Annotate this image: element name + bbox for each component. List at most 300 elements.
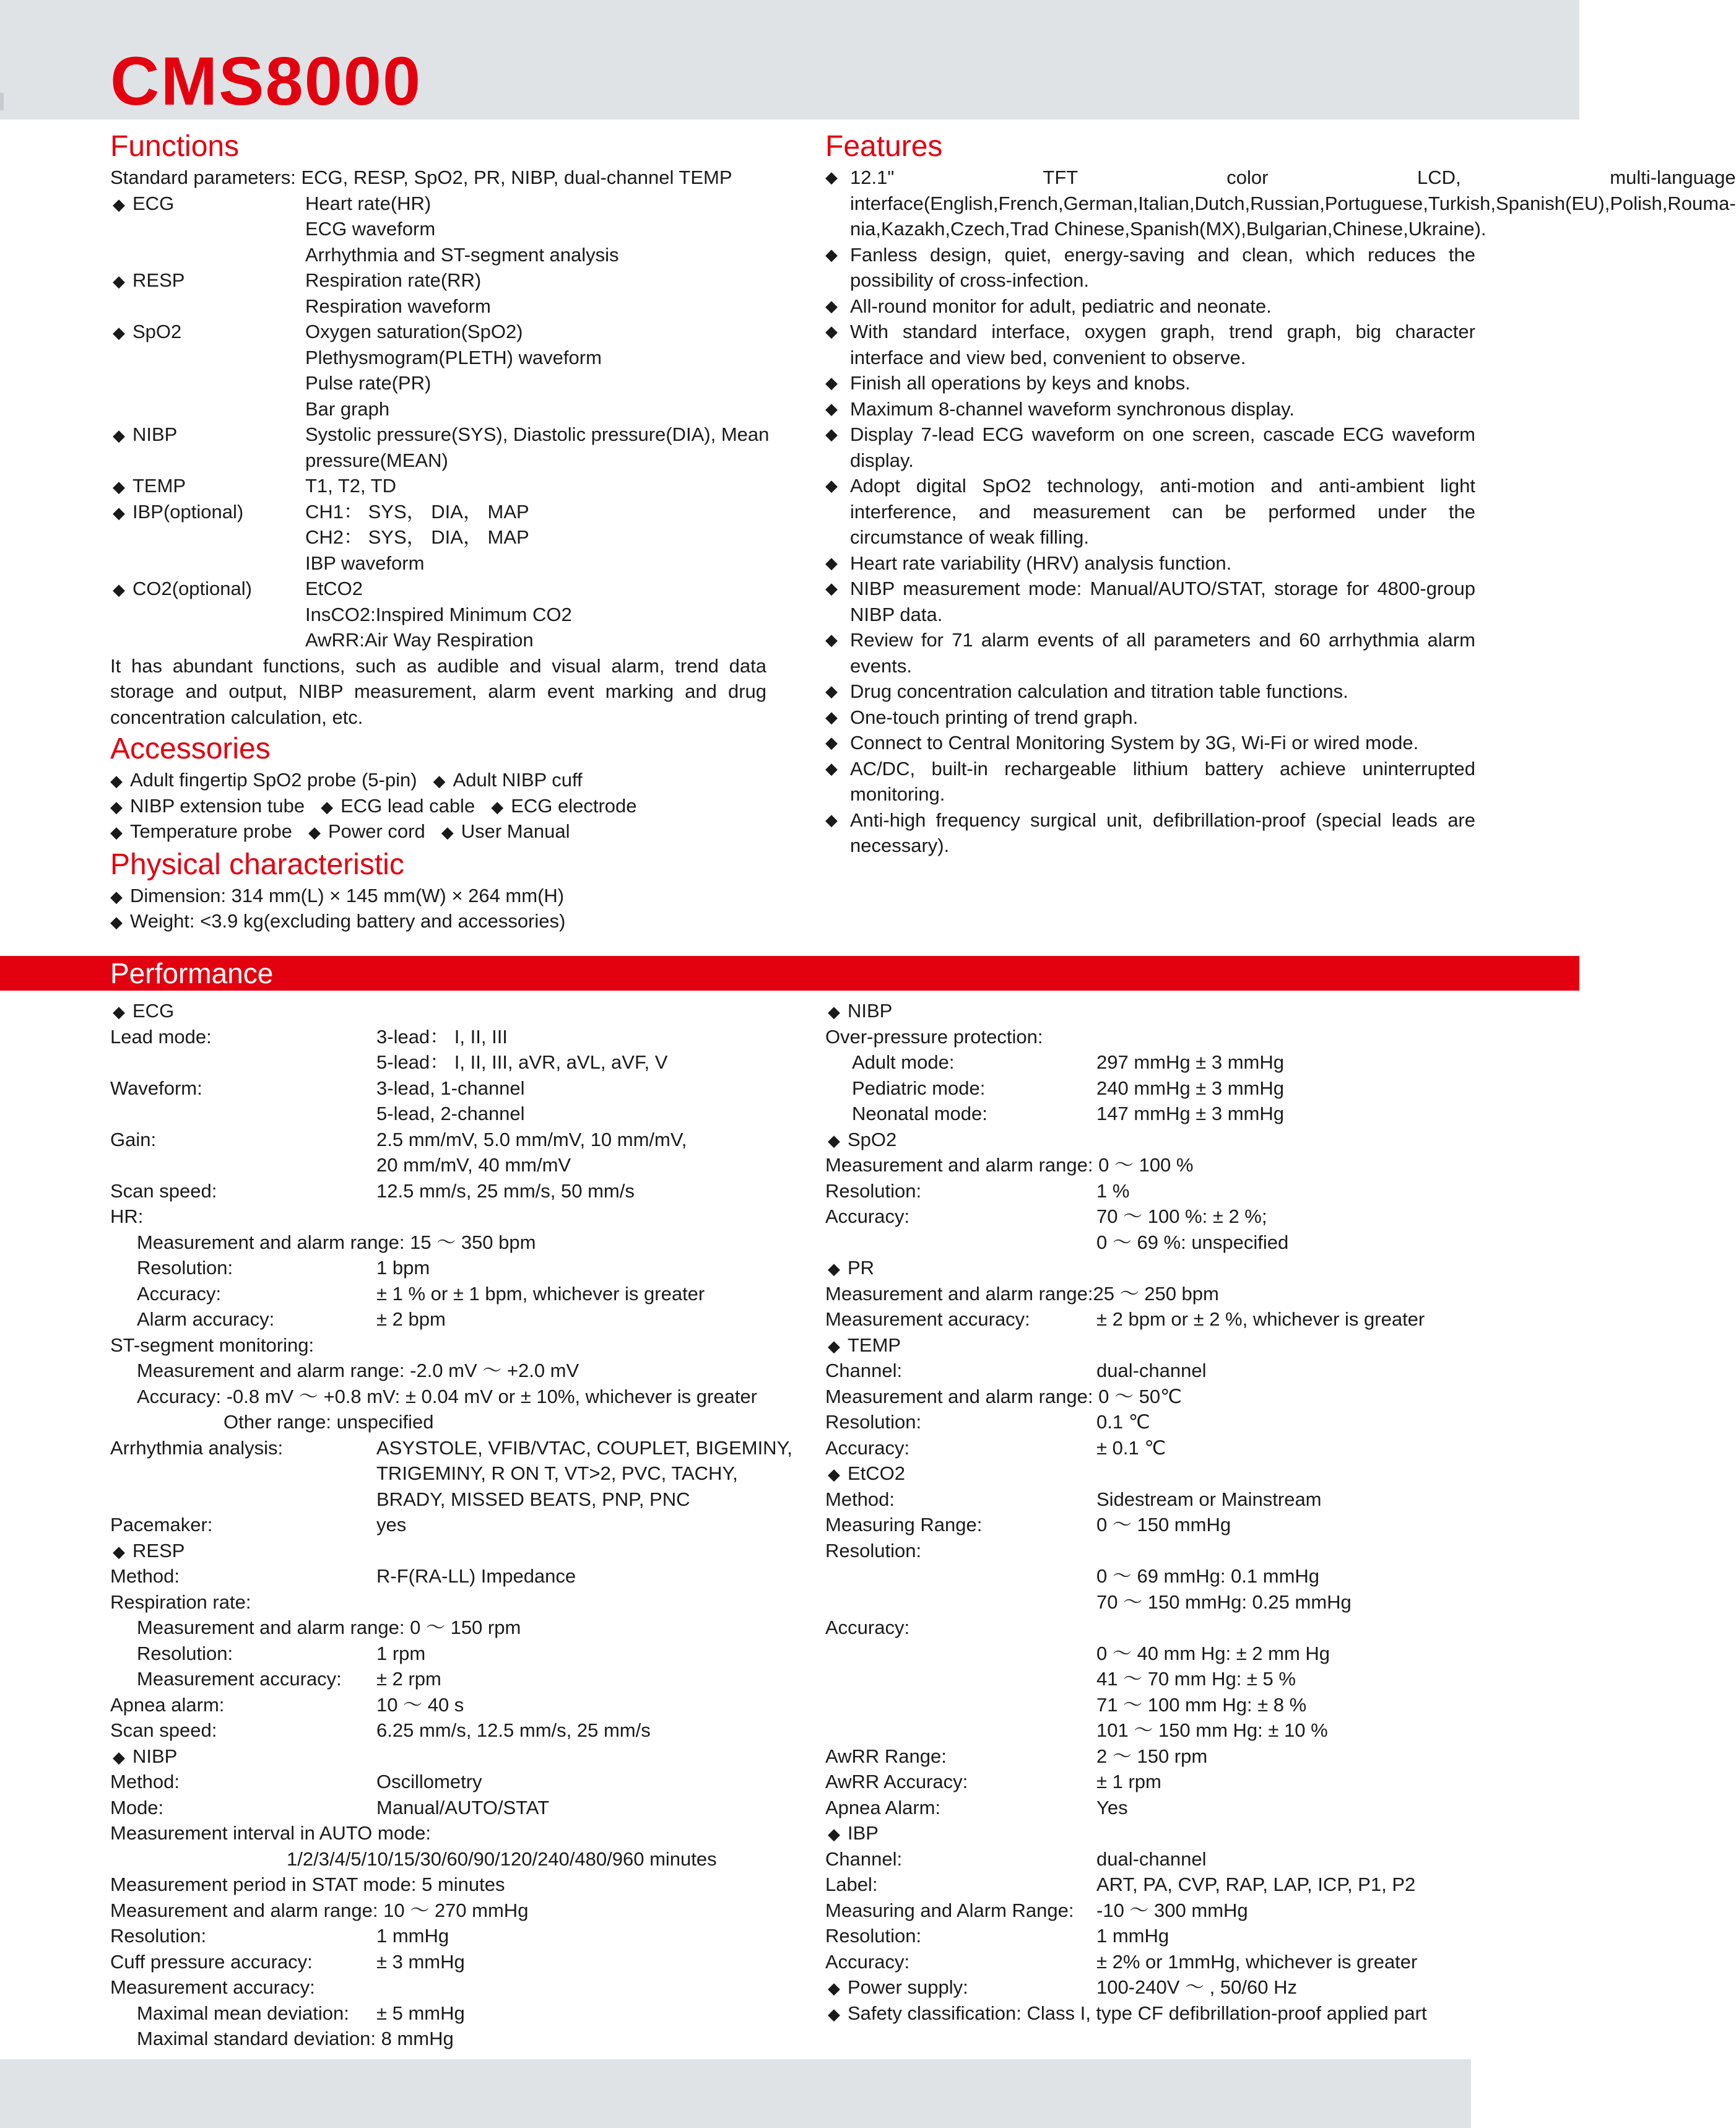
spec-row [825,998,1475,1024]
spec-value: 1 mmHg [1096,1925,1170,1947]
accessory-item: ◆ User Manual [441,820,570,842]
spec-row [825,1332,1475,1358]
diamond-icon: ◆ [825,245,838,264]
function-row [110,345,766,371]
function-item: IBP waveform [305,552,425,574]
spec-text: Measurement and alarm range: 10 ～ 270 mmHg [110,1899,529,1921]
function-row [110,499,766,525]
function-row [110,191,766,217]
spec-value: 100-240V ～ , 50/60 Hz [1096,1976,1297,1998]
spec-row [825,1281,1475,1307]
spec-text: Measurement and alarm range:25 ～ 250 bpm [825,1282,1219,1305]
spec-value: 70 ～ 150 mmHg: 0.25 mmHg [1096,1591,1352,1613]
spec-text: Measurement period in STAT mode: 5 minutes [110,1874,505,1895]
spec-label: Resolution: [825,1411,922,1433]
spec-row [825,1974,1475,2000]
spec-label: ST-segment monitoring: [110,1334,315,1356]
spec-row [825,1049,1475,1075]
spec-value: ASYSTOLE, VFIB/VTAC, COUPLET, BIGEMINY, [376,1436,792,1459]
spec-row [110,1255,766,1281]
spec-value: -10 ～ 300 mmHg [1096,1899,1248,1921]
spec-value: dual-channel [1096,1360,1207,1381]
spec-row [110,1718,766,1744]
accessory-item: ◆ NIBP extension tube [110,795,305,817]
spec-row [825,2000,1475,2026]
function-row [110,627,766,653]
spec-row [825,1744,1475,1770]
function-row [110,242,766,268]
spec-row [825,1692,1475,1718]
performance-heading: Performance [110,957,274,989]
spec-row [110,1152,766,1178]
spec-row [110,1563,766,1589]
spec-row [110,1820,766,1846]
spec-row [110,1666,766,1692]
function-group-name: ◆ CO2(optional) [113,576,252,603]
function-group-name: ◆ IBP(optional) [113,499,243,526]
diamond-icon: ◆ [825,630,838,649]
feature-item [825,550,1475,576]
spec-value: ± 2 bpm [376,1308,446,1330]
spec-section-header: ◆ PR [828,1255,874,1282]
feature-item [825,679,1475,705]
spec-value: ± 2% or 1mmHg, whichever is greater [1096,1950,1418,1973]
spec-label: Resolution: [825,1925,922,1947]
spec-row [825,1563,1475,1589]
spec-row [110,1974,766,2000]
feature-text: Adopt digital SpO2 technology, anti-motion and anti-ambient light interference, and measurement can be performed under the circumstance of weak filling. [850,475,1475,548]
spec-value: 1 % [1096,1179,1130,1202]
spec-value: Yes [1096,1796,1128,1818]
spec-row [825,1255,1475,1281]
product-title: CMS8000 [110,43,422,119]
spec-text: Measurement and alarm range: 0 ～ 150 rpm [137,1617,521,1638]
spec-section-header: ◆ IBP [828,1820,879,1848]
feature-text: Finish all operations by keys and knobs. [850,372,1191,394]
spec-label: Measuring Range: [825,1514,983,1535]
spec-row [110,1795,766,1821]
spec-label: Pacemaker: [110,1514,213,1535]
function-row [110,473,766,499]
diamond-icon: ◆ [825,553,838,572]
feature-text: Maximum 8-channel waveform synchronous display. [850,397,1295,420]
spec-row [110,1512,766,1538]
spec-row [110,1281,766,1307]
spec-label: Scan speed: [110,1719,217,1741]
feature-item [825,165,1736,242]
function-row [110,396,766,422]
spec-label: Lead mode: [110,1025,212,1048]
performance-left-column [110,998,792,2052]
spec-label: Accuracy: [825,1205,910,1227]
function-item: Systolic pressure(SYS), Diastolic pressure(DIA), Mean [305,423,770,445]
edge-mark [0,93,4,110]
spec-row [110,1332,766,1358]
physical-item: ◆ Dimension: 314 mm(L) × 145 mm(W) × 264 mm(H) [110,883,766,909]
spec-value: 147 mmHg ± 3 mmHg [1096,1103,1284,1124]
spec-text: Measurement and alarm range: 15 ～ 350 bpm [137,1231,536,1253]
spec-label: Resolution: [825,1539,922,1561]
function-row [110,319,766,345]
physical-item: ◆ Weight: <3.9 kg(excluding battery and accessories) [110,908,766,934]
spec-label: Accuracy: [137,1282,222,1305]
features-heading: Features [825,130,943,163]
spec-label: AwRR Range: [825,1745,947,1767]
spec-row [825,1306,1475,1332]
spec-value: ± 3 mmHg [376,1950,465,1973]
spec-label: Alarm accuracy: [137,1308,275,1330]
spec-value: 1 mmHg [376,1925,449,1947]
function-row [110,550,766,576]
diamond-icon: ◆ [825,810,838,829]
right-column [825,129,1736,859]
function-group-name: ◆ SpO2 [113,319,181,346]
feature-text: One-touch printing of trend graph. [850,706,1139,728]
spec-label: Accuracy: [825,1617,910,1638]
feature-item [825,422,1475,473]
spec-row [825,1075,1475,1101]
spec-row [110,1075,766,1101]
spec-value: 41 ～ 70 mm Hg: ± 5 % [1096,1668,1296,1690]
function-item: Arrhythmia and ST-segment analysis [305,243,619,266]
spec-row [825,1487,1475,1513]
function-group-name: ◆ TEMP [113,473,186,500]
spec-row [110,1744,766,1770]
spec-text: 1/2/3/4/5/10/15/30/60/90/120/240/480/960 minutes [287,1848,717,1870]
spec-row [825,1101,1475,1127]
feature-item [825,293,1475,319]
function-row [110,267,766,293]
spec-value: 2.5 mm/mV, 5.0 mm/mV, 10 mm/mV, [376,1128,687,1150]
spec-label: Resolution: [825,1179,922,1202]
spec-label: Apnea alarm: [110,1693,225,1716]
spec-text: Other range: unspecified [224,1411,434,1433]
spec-row [825,1898,1475,1924]
function-item: AwRR:Air Way Respiration [305,629,534,651]
function-row [110,576,766,602]
spec-value: ± 5 mmHg [376,2002,465,2024]
feature-item [825,242,1475,293]
feature-item [825,370,1475,396]
spec-label: Apnea Alarm: [825,1796,941,1818]
diamond-icon: ◆ [825,425,838,443]
function-item: CH1： SYS， DIA， MAP [305,500,529,523]
spec-value: 0 ～ 40 mm Hg: ± 2 mm Hg [1096,1642,1330,1664]
spec-row [110,1923,766,1949]
spec-value: 101 ～ 150 mm Hg: ± 10 % [1096,1719,1328,1741]
spec-value: ± 1 % or ± 1 bpm, whichever is greater [376,1282,705,1305]
spec-label: Method: [825,1488,895,1510]
spec-value: 0 ～ 150 mmHg [1096,1514,1231,1535]
spec-value: ± 0.1 ℃ [1096,1436,1166,1459]
feature-text: NIBP measurement mode: Manual/AUTO/STAT, storage for 4800-group NIBP data. [850,578,1475,625]
spec-row [110,1872,766,1898]
spec-row [825,1820,1475,1846]
spec-value: 0 ～ 69 %: unspecified [1096,1231,1289,1253]
function-group-name: ◆ RESP [113,267,184,295]
diamond-icon: ◆ [825,579,838,597]
physical-heading: Physical characteristic [110,848,404,881]
function-group-name: ◆ ECG [113,191,174,218]
spec-section-header: ◆ SpO2 [828,1127,896,1154]
function-item: ECG waveform [305,218,436,240]
left-column [110,129,770,934]
spec-value: 6.25 mm/s, 12.5 mm/s, 25 mm/s [376,1719,651,1741]
diamond-icon: ◆ [825,168,838,186]
diamond-icon: ◆ [825,682,838,700]
spec-row [110,1615,766,1641]
spec-row [825,1461,1475,1487]
diamond-icon: ◆ [825,322,838,341]
spec-row [825,1409,1475,1435]
spec-row [825,1127,1475,1153]
spec-value: BRADY, MISSED BEATS, PNP, PNC [376,1488,690,1510]
spec-text: Maximal standard deviation: 8 mmHg [137,2028,454,2049]
spec-row [110,1306,766,1332]
accessory-item: ◆ Adult fingertip SpO2 probe (5-pin) [110,769,417,791]
spec-row [825,1384,1475,1410]
spec-label: Accuracy: [825,1436,910,1459]
spec-label: Measurement accuracy: [137,1668,342,1690]
spec-section-header: ◆ RESP [113,1538,184,1565]
footer-band [0,2059,1471,2128]
spec-row [825,1152,1475,1178]
spec-row [110,998,766,1024]
spec-text: Measurement and alarm range: 0 ～ 50℃ [825,1385,1182,1407]
feature-text: Anti-high frequency surgical unit, defibrillation-proof (special leads are necessary). [850,809,1475,856]
diamond-icon: ◆ [825,476,838,495]
diamond-icon: ◆ [825,399,838,418]
feature-item [825,730,1475,756]
function-row [110,448,766,474]
spec-row [110,1538,766,1564]
accessory-item: ◆ ECG electrode [491,795,636,817]
spec-value: 5-lead： I, II, III, aVR, aVL, aVF, V [376,1051,668,1073]
accessory-item: ◆ Temperature probe [110,820,292,842]
functions-heading: Functions [110,130,240,163]
spec-value: 5-lead, 2-channel [376,1103,525,1124]
spec-row [825,1795,1475,1821]
spec-row [825,1589,1475,1615]
function-item: Respiration rate(RR) [305,269,482,291]
spec-label: Resolution: [137,1257,233,1279]
spec-label: Cuff pressure accuracy: [110,1950,313,1973]
spec-row [825,1024,1475,1050]
spec-label: Resolution: [110,1925,207,1947]
function-row [110,422,770,448]
accessory-row [110,767,766,793]
feature-text: All-round monitor for adult, pediatric and neonate. [850,295,1272,317]
spec-label: Adult mode: [852,1051,955,1073]
spec-label: Pediatric mode: [852,1077,986,1099]
spec-label: Respiration rate: [110,1591,251,1613]
spec-row [110,1127,766,1153]
function-item: Respiration waveform [305,295,491,317]
spec-value: ± 2 rpm [376,1668,441,1690]
feature-text: Drug concentration calculation and titration table functions. [850,680,1348,702]
spec-row [110,1204,766,1230]
spec-section-header: ◆ ECG [113,998,174,1025]
spec-value: 20 mm/mV, 40 mm/mV [376,1154,571,1176]
feature-item [825,319,1475,370]
spec-label: Over-pressure protection: [825,1025,1043,1048]
standard-params: Standard parameters: ECG, RESP, SpO2, PR, NIBP, dual-channel TEMP [110,167,732,188]
function-row [110,216,766,242]
spec-row [825,1538,1475,1564]
feature-item [825,705,1475,731]
spec-row [825,1923,1475,1949]
spec-row [110,1487,766,1513]
spec-label: Measurement accuracy: [110,1976,315,1998]
spec-label: Mode: [110,1796,164,1818]
spec-value: 1 bpm [376,1257,430,1279]
accessory-item: ◆ Power cord [308,820,425,842]
accessory-item: ◆ Adult NIBP cuff [433,769,583,791]
spec-row [825,1666,1475,1692]
spec-label: Arrhythmia analysis: [110,1436,284,1459]
spec-value: 240 mmHg ± 3 mmHg [1096,1077,1284,1099]
function-row [110,602,766,628]
spec-label: Neonatal mode: [852,1103,987,1124]
spec-row [825,1178,1475,1204]
functions-summary: It has abundant functions, such as audible and visual alarm, trend data storage and output, NIBP measurement, alarm event marking and drug concentration calculation, etc. [110,654,766,728]
feature-text: Heart rate variability (HRV) analysis function. [850,552,1232,574]
feature-item [825,807,1475,859]
feature-item [825,627,1475,679]
function-groups [110,191,770,653]
spec-row [110,1024,766,1050]
function-item: T1, T2, TD [305,475,397,497]
performance-right-column [825,998,1475,2026]
diamond-icon: ◆ [825,373,838,392]
spec-label: Label: [825,1874,878,1895]
spec-row [110,1589,766,1615]
spec-row [825,1949,1475,1975]
spec-row [825,1358,1475,1384]
spec-label: Gain: [110,1128,157,1150]
spec-row [110,1230,766,1256]
spec-label: Maximal mean deviation: [137,2002,349,2024]
function-item: EtCO2 [305,578,363,599]
spec-row [110,2026,766,2052]
feature-item [825,756,1475,807]
feature-text: With standard interface, oxygen graph, trend graph, big character interface and view bed, convenient to observe. [850,321,1475,368]
feature-text: Connect to Central Monitoring System by 3G, Wi-Fi or wired mode. [850,732,1419,753]
spec-value: Oscillometry [376,1771,482,1792]
spec-row [110,1949,766,1975]
spec-text: Accuracy: -0.8 mV ～ +0.8 mV: ± 0.04 mV or ± 10%, whichever is greater [137,1385,758,1407]
spec-row [110,1435,792,1461]
spec-row [825,1615,1475,1641]
spec-text: Measurement interval in AUTO mode: [110,1822,432,1844]
spec-value: ± 1 rpm [1096,1771,1161,1792]
spec-value: yes [376,1514,407,1535]
spec-row [110,1049,766,1075]
spec-row [110,1178,766,1204]
spec-section-header: ◆ NIBP [828,998,892,1025]
spec-value: 3-lead, 1-channel [376,1077,525,1099]
spec-row [110,1461,766,1487]
spec-label: Accuracy: [825,1950,910,1973]
feature-item [825,396,1475,422]
spec-label: Waveform: [110,1077,202,1099]
spec-value: Manual/AUTO/STAT [376,1796,550,1818]
spec-row [825,1512,1475,1538]
spec-value: 297 mmHg ± 3 mmHg [1096,1051,1284,1073]
spec-value: 10 ～ 40 s [376,1693,464,1716]
function-row [110,293,766,319]
spec-value: TRIGEMINY, R ON T, VT>2, PVC, TACHY, [376,1462,738,1484]
spec-section-header: ◆ Safety classification: Class I, type CF defibrillation-proof applied part [828,2000,1427,2028]
spec-value: 3-lead： I, II, III [376,1025,508,1048]
function-item: pressure(MEAN) [305,449,448,471]
accessories-heading: Accessories [110,732,271,765]
spec-row [110,1898,766,1924]
function-item: Bar graph [305,397,390,420]
spec-value: R-F(RA-LL) Impedance [376,1565,576,1587]
spec-row [825,1872,1475,1898]
spec-row [825,1769,1475,1795]
features-list [825,165,1736,859]
function-row [110,370,766,396]
accessory-item: ◆ ECG lead cable [321,795,475,817]
spec-section-header: ◆ EtCO2 [828,1461,905,1488]
spec-row [825,1846,1475,1872]
function-item: CH2： SYS， DIA， MAP [305,526,529,548]
spec-label: Method: [110,1771,180,1792]
spec-value: dual-channel [1096,1848,1207,1870]
spec-label: Channel: [825,1848,903,1870]
spec-value: 0 ～ 69 mmHg: 0.1 mmHg [1096,1565,1320,1587]
spec-label: HR: [110,1205,144,1227]
diamond-icon: ◆ [825,707,838,726]
spec-value: ART, PA, CVP, RAP, LAP, ICP, P1, P2 [1096,1874,1416,1895]
spec-row [110,1101,766,1127]
spec-row [110,1409,766,1435]
function-item: Pulse rate(PR) [305,372,432,394]
spec-label: Measurement accuracy: [825,1308,1030,1330]
spec-row [825,1641,1475,1667]
function-group-name: ◆ NIBP [113,422,177,449]
spec-section-header: ◆ TEMP [828,1332,901,1360]
function-item: Plethysmogram(PLETH) waveform [305,346,602,368]
function-item: Heart rate(HR) [305,192,432,214]
function-item: InsCO2:Inspired Minimum CO2 [305,603,572,625]
spec-value: Sidestream or Mainstream [1096,1488,1322,1510]
spec-row [825,1435,1475,1461]
spec-label: Method: [110,1565,180,1587]
feature-text: AC/DC, built-in rechargeable lithium battery achieve uninterrupted monitoring. [850,757,1475,805]
feature-text: Display 7-lead ECG waveform on one screen, cascade ECG waveform display. [850,423,1475,471]
spec-label: Channel: [825,1360,903,1381]
diamond-icon: ◆ [825,758,838,778]
spec-value: 12.5 mm/s, 25 mm/s, 50 mm/s [376,1179,635,1202]
spec-value: 71 ～ 100 mm Hg: ± 8 % [1096,1693,1307,1716]
spec-row [825,1718,1475,1744]
spec-row [110,1846,766,1872]
spec-value: 2 ～ 150 rpm [1096,1745,1208,1767]
spec-value: 1 rpm [376,1642,426,1664]
diamond-icon: ◆ [825,733,838,752]
spec-section-header: ◆ Power supply: [828,1974,968,2002]
spec-row [110,1358,766,1384]
diamond-icon: ◆ [825,296,838,315]
spec-label: Resolution: [137,1642,233,1664]
feature-text: 12.1" TFT color LCD, multi-language interface(English,French,German,Italian,Dutch,Russian,Portuguese,Turkish,Spanish(EU),Polish,Rouma-nia,Kazakh,Czech,Trad Chinese,Spanish(MX),Bulgarian,Chinese,Ukraine). [850,167,1736,240]
spec-section-header: ◆ NIBP [113,1744,177,1771]
accessory-row [110,793,766,819]
function-item: Oxygen saturation(SpO2) [305,321,523,342]
